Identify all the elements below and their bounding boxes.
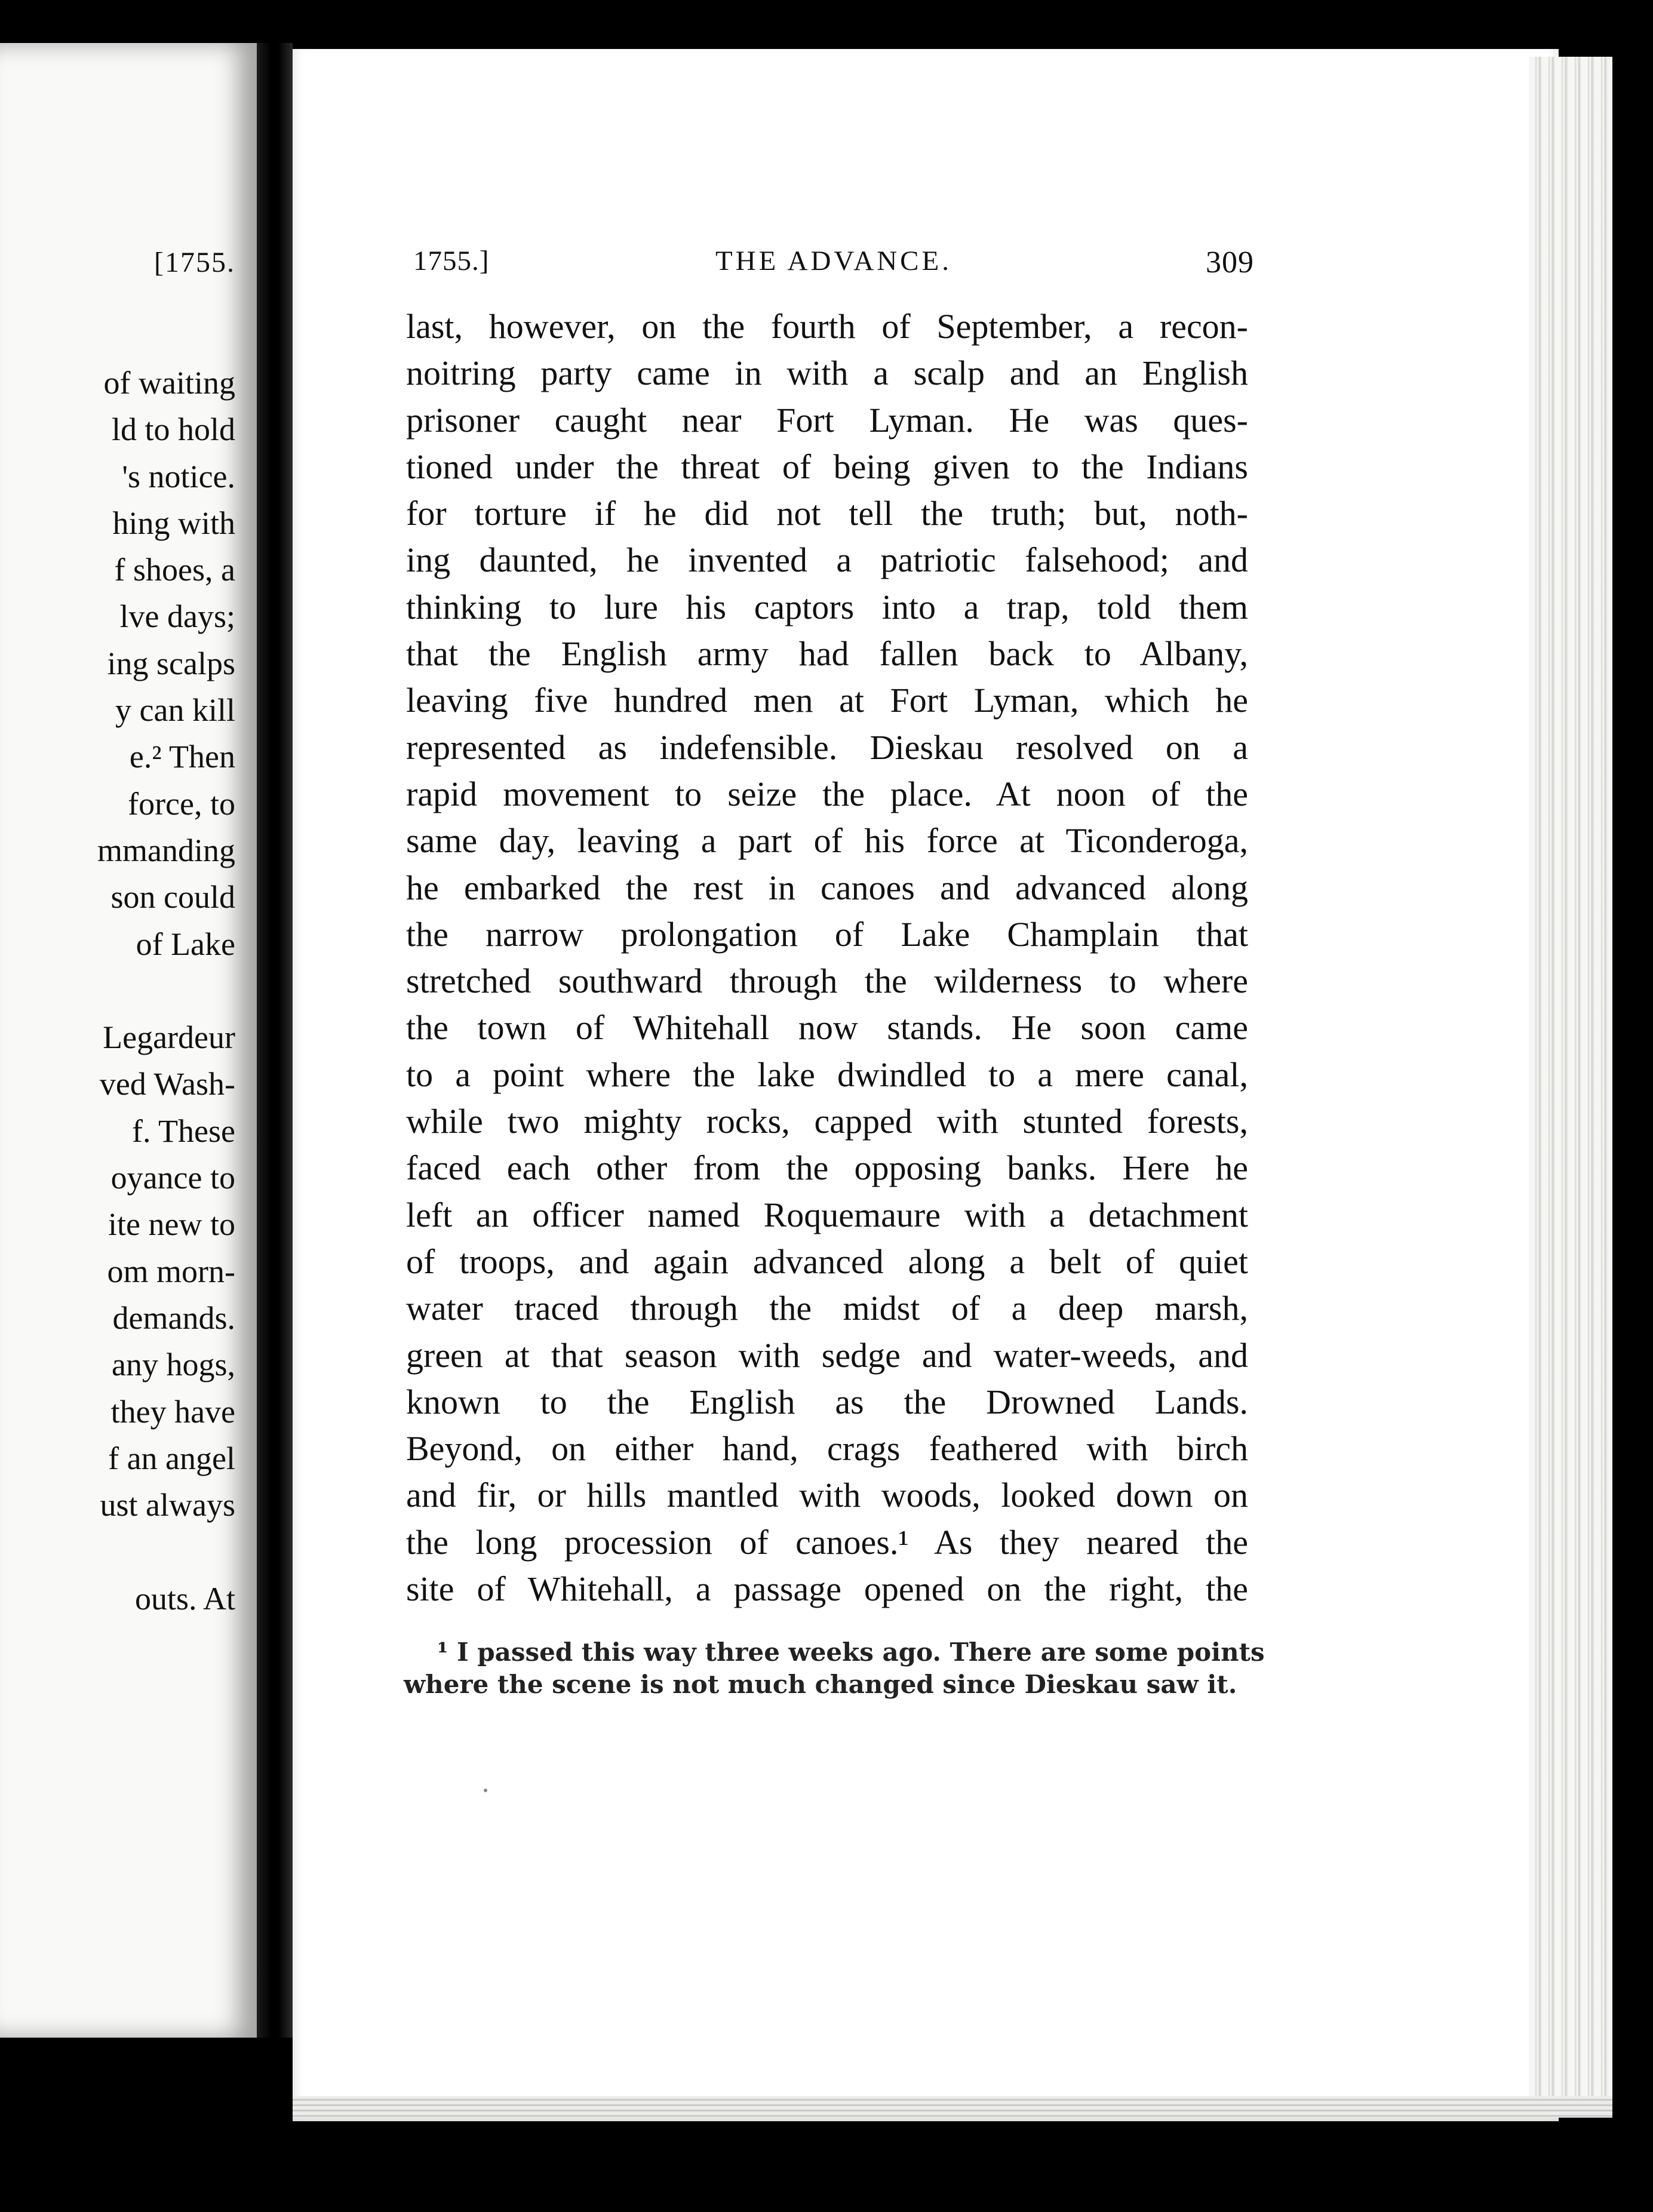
left-text-line: ing scalps bbox=[107, 645, 235, 681]
text-line: noitring party came in with a scalp and an English bbox=[406, 354, 1248, 393]
text-line: ing daunted, he invented a patriotic falsehood; and bbox=[406, 540, 1248, 580]
left-text-line: y can kill bbox=[115, 692, 235, 729]
left-text-line bbox=[97, 1528, 235, 1575]
text-line: while two mighty rocks, capped with stunted forests, bbox=[406, 1102, 1248, 1141]
text-line: of troops, and again advanced along a belt of quiet bbox=[406, 1242, 1248, 1281]
left-text-line: e.² Then bbox=[129, 739, 235, 775]
left-text-line: hing with bbox=[112, 505, 235, 541]
left-text-line: son could bbox=[110, 879, 235, 915]
text-line: rapid movement to seize the place. At noon of the bbox=[406, 774, 1248, 813]
left-text-line: ved Wash- bbox=[99, 1066, 235, 1102]
left-text-line: ld to hold bbox=[111, 411, 235, 448]
book-gutter bbox=[257, 43, 293, 2038]
left-text-line: 's notice. bbox=[122, 458, 235, 494]
text-line: known to the English as the Drowned Lands. bbox=[406, 1382, 1248, 1421]
left-text-line: lve days; bbox=[119, 598, 235, 635]
left-text-line: f. These bbox=[132, 1113, 235, 1149]
left-text-line: of waiting bbox=[103, 365, 235, 401]
text-line: for torture if he did not tell the truth; but, noth- bbox=[406, 494, 1248, 533]
left-text-line: Legardeur bbox=[103, 1019, 235, 1056]
page-number: 309 bbox=[1206, 245, 1254, 279]
text-line: stretched southward through the wilderness to where bbox=[406, 961, 1248, 1001]
left-text-line: ite new to bbox=[108, 1206, 235, 1243]
running-head-title: THE ADVANCE. bbox=[715, 245, 952, 276]
text-line: Beyond, on either hand, crags feathered with birch bbox=[406, 1429, 1248, 1468]
left-text-line: oyance to bbox=[110, 1160, 235, 1196]
text-line: tioned under the threat of being given to the Indians bbox=[406, 447, 1248, 486]
running-head bbox=[413, 245, 1254, 284]
page-edge-stack bbox=[1529, 57, 1612, 2117]
left-running-head: [1755. bbox=[154, 247, 235, 278]
text-line: and fir, or hills mantled with woods, looked down on bbox=[406, 1476, 1248, 1515]
text-line: the narrow prolongation of Lake Champlain that bbox=[406, 914, 1248, 954]
left-text-line: of Lake bbox=[136, 926, 235, 962]
text-line: same day, leaving a part of his force at Ticonderoga, bbox=[406, 821, 1248, 861]
left-text-line: demands. bbox=[112, 1299, 235, 1336]
text-line: the long procession of canoes.¹ As they neared the bbox=[406, 1522, 1248, 1562]
text-line: prisoner caught near Fort Lyman. He was ques- bbox=[406, 400, 1248, 440]
text-line: leaving five hundred men at Fort Lyman, which he bbox=[406, 681, 1248, 720]
text-line: thinking to lure his captors into a trap, told them bbox=[406, 587, 1248, 626]
text-line: site of Whitehall, a passage opened on the right, the bbox=[406, 1569, 1248, 1609]
page-bottom-edge bbox=[293, 2096, 1612, 2118]
left-text-line bbox=[97, 967, 235, 1014]
left-text-line: any hogs, bbox=[112, 1347, 235, 1383]
footnote-line: ¹ I passed this way three weeks ago. There are some points bbox=[437, 1638, 1265, 1667]
text-line: that the English army had fallen back to Albany, bbox=[406, 634, 1248, 674]
footnote bbox=[404, 1636, 1265, 1701]
left-text-line: they have bbox=[110, 1393, 235, 1430]
text-line: left an officer named Roquemaure with a detachment bbox=[406, 1195, 1248, 1234]
text-line: green at that season with sedge and water-weeds, and bbox=[406, 1335, 1248, 1375]
left-text-line: ust always bbox=[100, 1487, 235, 1523]
running-head-year: 1755.] bbox=[413, 245, 490, 276]
text-line: water traced through the midst of a deep marsh, bbox=[406, 1289, 1248, 1328]
left-text-line: force, to bbox=[128, 785, 235, 822]
left-text-line: f an angel bbox=[108, 1440, 235, 1476]
ink-speck bbox=[484, 1789, 487, 1792]
text-line: to a point where the lake dwindled to a mere canal, bbox=[406, 1055, 1248, 1094]
text-line: faced each other from the opposing banks. Here he bbox=[406, 1148, 1248, 1188]
text-line: the town of Whitehall now stands. He soon came bbox=[406, 1008, 1248, 1047]
left-text-line: outs. At bbox=[134, 1580, 235, 1617]
left-page-text bbox=[97, 360, 235, 1622]
left-text-line: mmanding bbox=[97, 832, 235, 868]
text-line: represented as indefensible. Dieskau resolved on a bbox=[406, 727, 1248, 767]
left-text-line: f shoes, a bbox=[114, 552, 235, 588]
left-text-line: om morn- bbox=[107, 1253, 235, 1289]
text-line: he embarked the rest in canoes and advanced along bbox=[406, 868, 1248, 907]
body-text bbox=[406, 303, 1248, 1612]
text-line: last, however, on the fourth of September, a recon- bbox=[406, 307, 1248, 346]
left-facing-page bbox=[0, 43, 257, 2038]
footnote-line: where the scene is not much changed since Dieskau saw it. bbox=[404, 1670, 1237, 1699]
